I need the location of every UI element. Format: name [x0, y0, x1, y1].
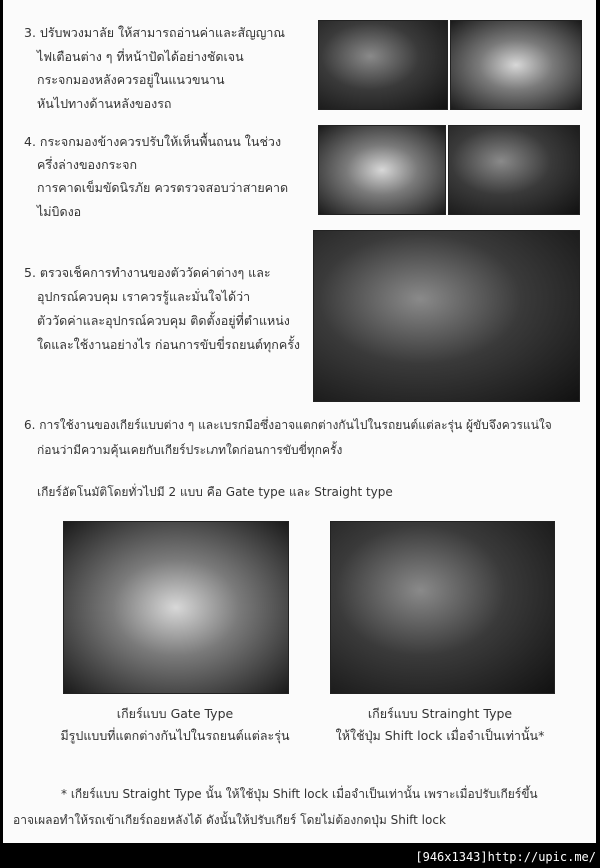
- gate-type-title: เกียร์แบบ Gate Type: [116, 706, 234, 721]
- item-4-line-3: การคาดเข็มขัดนิรภัย ควรตรวจสอบว่าสายคาด: [37, 180, 289, 195]
- gate-type-desc: มีรูปแบบที่แตกต่างกันไปในรถยนต์แต่ละรุ่น: [60, 728, 290, 743]
- footnote-line-2: อาจเผลอทำให้รถเข้าเกียร์ถอยหลังได้ ดังนั้นให้ปรับเกียร์ โดยไม่ต้องกดปุ่ม Shift lock: [13, 813, 446, 827]
- footnote-line-1: * เกียร์แบบ Straight Type นั้น ให้ใช้ปุ่ม Shift lock เมื่อจำเป็นเท่านั้น เพราะเมื่อปรับเกียร์ขึ้น: [61, 787, 538, 801]
- item-3-line-2: ไฟเตือนต่าง ๆ ที่หน้าปัดได้อย่างชัดเจน: [37, 49, 244, 64]
- straight-type-desc: ให้ใช้ปุ่ม Shift lock เมื่อจำเป็นเท่านั้น*: [335, 728, 545, 743]
- item-5-line-2: อุปกรณ์ควบคุม เราควรรู้และมั่นใจได้ว่า: [37, 289, 251, 304]
- gate-type-gear-photo: [63, 521, 289, 694]
- image-host-watermark: [946x1343]http://upic.me/: [415, 850, 596, 864]
- gear-intro: เกียร์อัตโนมัติโดยทั่วไปมี 2 แบบ คือ Gate type และ Straight type: [37, 485, 393, 499]
- item-4-line-2: ครึ่งล่างของกระจก: [37, 157, 138, 172]
- steering-wheel-photo: [318, 20, 448, 110]
- item-6-line-2: ก่อนว่ามีความคุ้นเคยกับเกียร์ประเภทใดก่อนการขับขี่ทุกครั้ง: [37, 443, 343, 457]
- item-5-line-1: 5. ตรวจเช็คการทำงานของตัววัดค่าต่างๆ และ: [24, 265, 271, 280]
- dashboard-photo: [313, 230, 580, 402]
- straight-type-title: เกียร์แบบ Strainght Type: [367, 706, 513, 721]
- item-3-line-3: กระจกมองหลังควรอยู่ในแนวขนาน: [37, 72, 225, 87]
- side-mirror-photo: [318, 125, 446, 215]
- gate-type-caption: [43, 703, 307, 747]
- rearview-mirror-photo: [450, 20, 582, 110]
- straight-type-gear-photo: [330, 521, 555, 694]
- item-4-line-1: 4. กระจกมองข้างควรปรับให้เห็นพื้นถนน ในช่วง: [24, 134, 282, 149]
- item-4-line-4: ไม่บิดงอ: [37, 204, 82, 219]
- item-5-line-3: ตัววัดค่าและอุปกรณ์ควบคุม ติดตั้งอยู่ที่ตำแหน่ง: [37, 313, 290, 328]
- item-3-line-1: 3. ปรับพวงมาลัย ให้สามารถอ่านค่าและสัญญาณ: [24, 25, 286, 40]
- item-6-line-1: 6. การใช้งานของเกียร์แบบต่าง ๆ และเบรกมือซึ่งอาจแตกต่างกันไปในรถยนต์แต่ละรุ่น ผู้ขับจึงควรแน่ใจ: [24, 418, 552, 432]
- document-page: [3, 0, 596, 843]
- item-3-line-4: หันไปทางด้านหลังของรถ: [37, 96, 172, 111]
- item-5-line-4: ใดและใช้งานอย่างไร ก่อนการขับขี่รถยนต์ทุกครั้ง: [37, 337, 301, 352]
- seatbelt-photo: [448, 125, 580, 215]
- straight-type-caption: [305, 703, 575, 747]
